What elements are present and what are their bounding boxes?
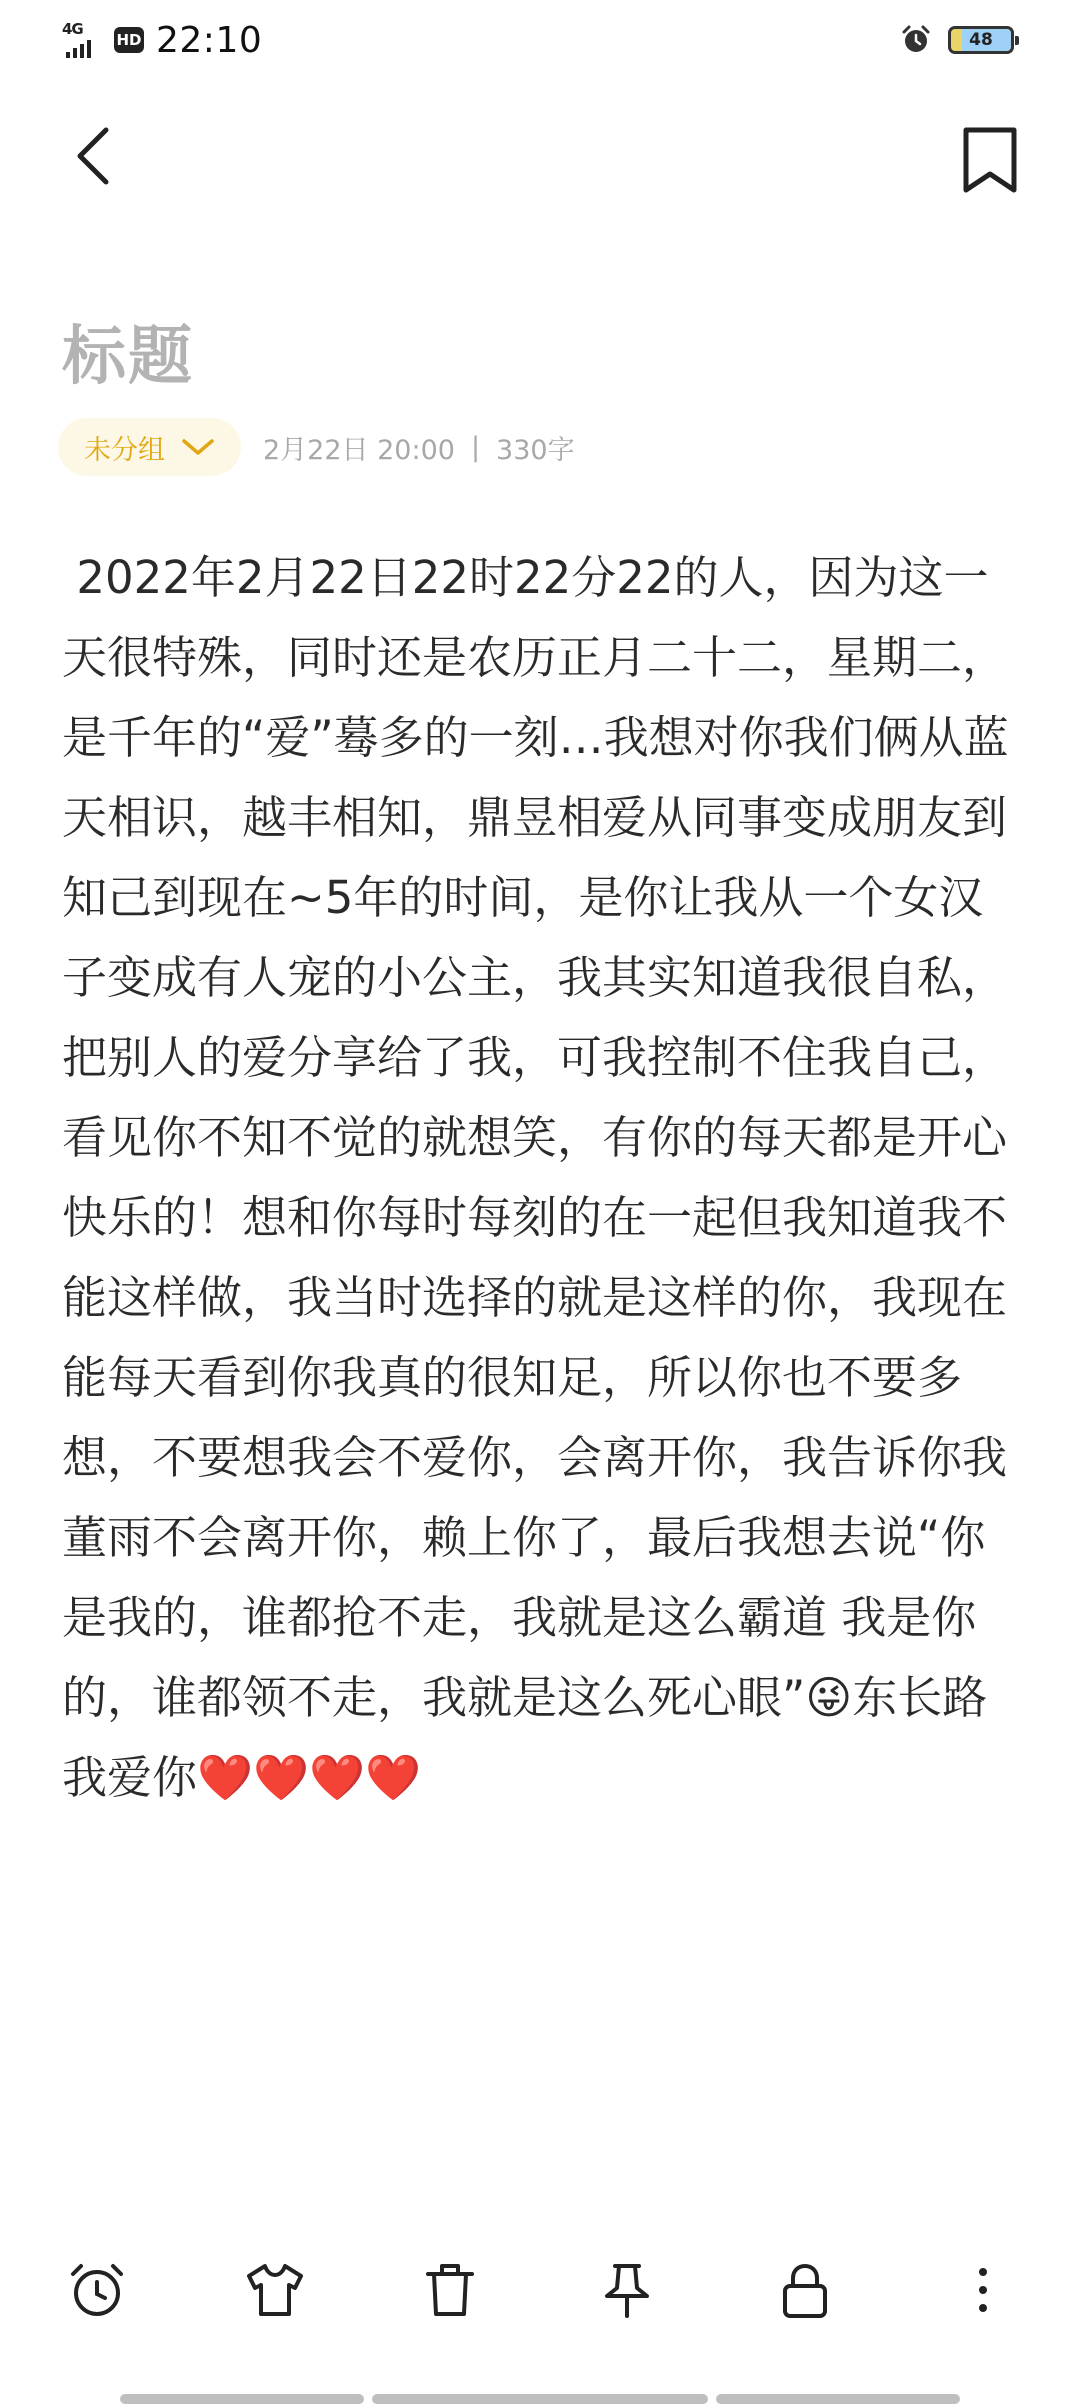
nav-handle-center[interactable] — [372, 2394, 708, 2404]
group-selector[interactable] — [58, 418, 241, 476]
alarm-icon — [900, 24, 932, 56]
pin-icon — [595, 2258, 659, 2322]
tshirt-icon — [243, 2258, 307, 2322]
signal-icon — [62, 20, 100, 60]
note-meta — [58, 418, 575, 476]
note-body[interactable]: 2022年2月22日22时22分22的人，因为这一天很特殊，同时还是农历正月二十二，星期二，是千年的“爱”蓦多的一刻…我想对你我们俩从蓝天相识，越丰相知，鼎昱相爱从同事变成朋友到知己到现在~5年的时间，是你让我从一个女汉子变成有人宠的小公主，我其实知道我很自私，把别人的爱分享给了我，可我控制不住我自己，看见你不知不觉的就想笑，有你的每天都是开心快乐的！想和你每时每刻的在一起但我知道我不能这样做，我当时选择的就是这样的你，我现在能每天看到你我真的很知足，所以你也不要多想，不要想我会不爱你，会离开你，我告诉你我董雨不会离开你，赖上你了，最后我想去说“你是我的，谁都抢不走，我就是这么霸道 我是你的，谁都领不走，我就是这么死心眼”😜东长路我爱你❤️❤️❤️❤️ — [62, 551, 1009, 1804]
status-time: 22:10 — [156, 19, 263, 61]
delete-button[interactable] — [410, 2250, 490, 2330]
nav-handle-left[interactable] — [120, 2394, 364, 2404]
trash-icon — [418, 2258, 482, 2322]
theme-button[interactable] — [235, 2250, 315, 2330]
chevron-left-icon — [60, 120, 130, 190]
note-date: 2月22日 20:00 — [263, 434, 455, 466]
bottom-toolbar — [0, 2230, 1080, 2350]
group-label: 未分组 — [84, 434, 165, 466]
more-button[interactable] — [943, 2250, 1023, 2330]
network-type: 4G — [62, 20, 83, 38]
more-vertical-icon — [951, 2258, 1015, 2322]
status-bar — [0, 0, 1080, 80]
chevron-down-icon — [181, 437, 215, 457]
reminder-button[interactable] — [57, 2250, 137, 2330]
alarm-icon — [65, 2258, 129, 2322]
battery-icon — [948, 26, 1014, 54]
battery-level: 48 — [969, 30, 993, 50]
top-bar — [0, 110, 1080, 200]
meta-separator: | — [470, 431, 481, 463]
hd-icon: HD — [114, 27, 144, 53]
note-title[interactable]: 标题 — [62, 320, 194, 394]
lock-button[interactable] — [765, 2250, 845, 2330]
lock-icon — [773, 2258, 837, 2322]
pin-button[interactable] — [587, 2250, 667, 2330]
bookmark-button[interactable] — [950, 120, 1030, 200]
nav-handle-right[interactable] — [716, 2394, 960, 2404]
bookmark-icon — [950, 120, 1030, 200]
word-count: 330字 — [496, 434, 575, 466]
back-button[interactable] — [60, 120, 130, 190]
